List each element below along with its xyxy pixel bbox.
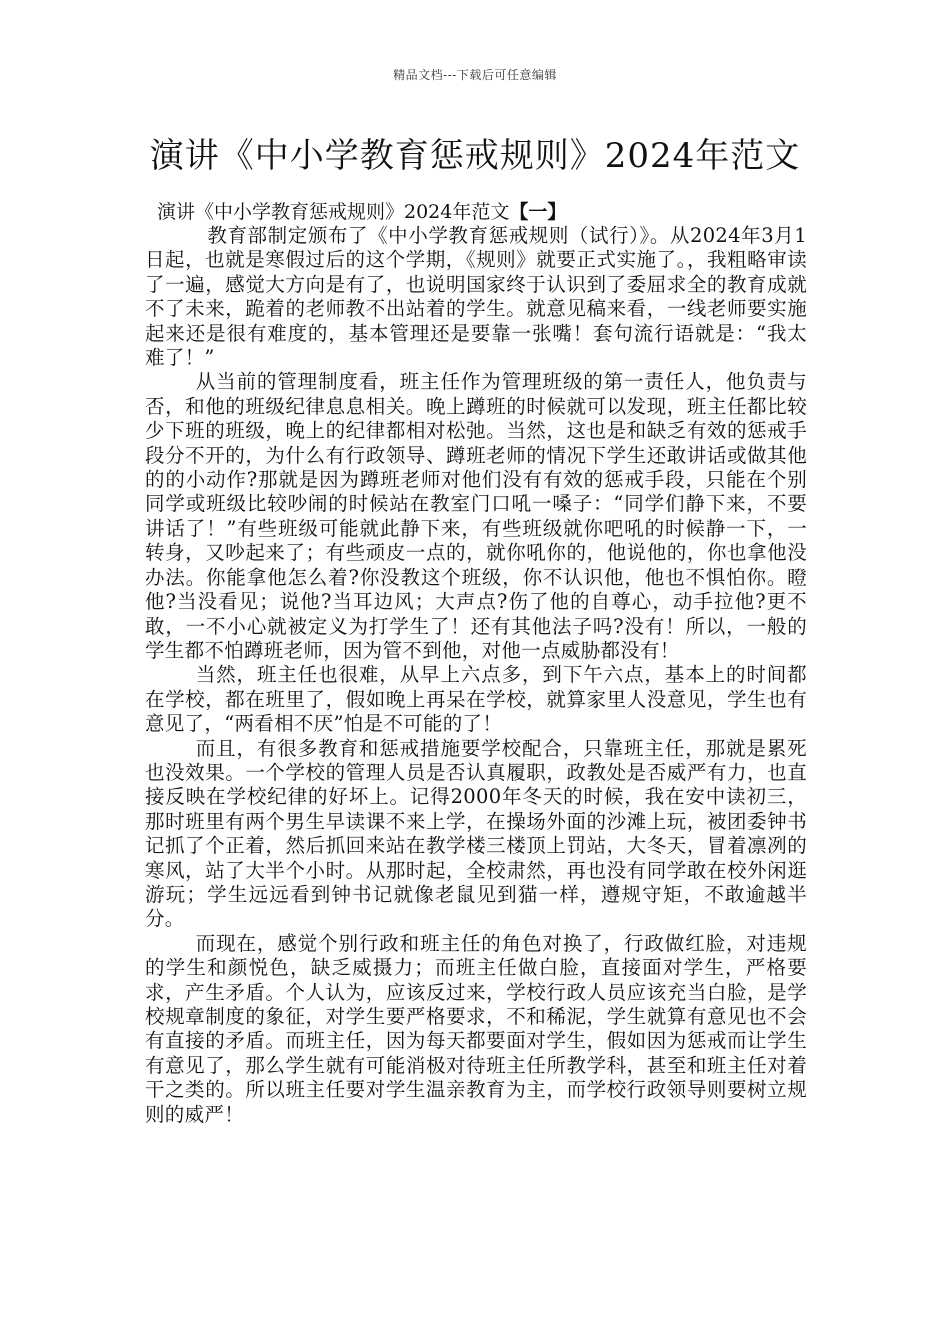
paragraph-2: 从当前的管理制度看，班主任作为管理班级的第一责任人，他负责与否，和他的班级纪律息息相关。晚上蹲班的时候就可以发现，班主任都比较少下班的班级，晚上的纪律都相对松弛。当然，这也是和缺乏有效的惩戒手段分不开的，为什么有行政领导、蹲班老师的情况下学生还敢讲话或做其他的的小动作?那就是因为蹲班老师对他们没有有效的惩戒手段，只能在个别同学或班级比较吵闹的时候站在教室门口吼一嗓子：“同学们静下来，不要讲话了！”有些班级可能就此静下来，有些班级就你吧吼的时候静一下，一转身，又吵起来了；有些顽皮一点的，就你吼你的，他说他的，你也拿他没办法。你能拿他怎么着?你没教这个班级，你不认识他，他也不惧怕你。瞪他?当没看见；说他?当耳边风；大声点?伤了他的自尊心，动手拉他?更不敢，一不小心就被定义为打学生了！还有其他法子吗?没有！所以，一般的学生都不怕蹲班老师，因为管不到他，对他一点威胁都没有！ bbox=[145, 370, 807, 662]
section-heading-text: 演讲《中小学教育惩戒规则》2024年范文 bbox=[157, 201, 510, 223]
paragraph-1: 教育部制定颁布了《中小学教育惩戒规则（试行）》。从2024年3月1日起，也就是寒假过后的这个学期，《规则》就要正式实施了。，我粗略审读了一遍，感觉大方向是有了，也说明国家终于认识到了委屈求全的教育成就不了未来，跪着的老师教不出站着的学生。就意见稿来看，一线老师要实施起来还是很有难度的，基本管理还是要靠一张嘴！套句流行语就是：“我太难了！” bbox=[145, 224, 807, 370]
page-header-watermark: 精品文档---下载后可任意编辑 bbox=[393, 68, 557, 82]
paragraph-4: 而且，有很多教育和惩戒措施要学校配合，只靠班主任，那就是累死也没效果。一个学校的管理人员是否认真履职，政教处是否威严有力，也直接反映在学校纪律的好坏上。记得2000年冬天的时候，我在安中读初三，那时班里有两个男生早读课不来上学，在操场外面的沙滩上玩，被团委钟书记抓了个正着，然后抓回来站在教学楼三楼顶上罚站，大冬天，冒着凛冽的寒风，站了大半个小时。从那时起，全校肃然，再也没有同学敢在校外闲逛游玩；学生远远看到钟书记就像老鼠见到猫一样，遵规守矩，不敢逾越半分。 bbox=[145, 736, 807, 931]
document-title: 演讲《中小学教育惩戒规则》2024年范文 bbox=[149, 136, 801, 176]
paragraph-5: 而现在，感觉个别行政和班主任的角色对换了，行政做红脸，对违规的学生和颜悦色，缺乏威摄力；而班主任做白脸，直接面对学生，严格要求，产生矛盾。个人认为，应该反过来，学校行政人员应该充当白脸，是学校规章制度的象征，对学生要严格要求，不和稀泥，学生就算有意见也不会有直接的矛盾。而班主任，因为每天都要面对学生，假如因为惩戒而让学生有意见了，那么学生就有可能消极对待班主任所教学科，甚至和班主任对着干之类的。所以班主任要对学生温亲教育为主，而学校行政领导则要树立规则的威严！ bbox=[145, 931, 807, 1126]
document-body bbox=[145, 200, 807, 1127]
section-heading bbox=[157, 200, 807, 224]
section-heading-mark: 【一】 bbox=[509, 201, 567, 223]
paragraph-3: 当然，班主任也很难，从早上六点多，到下午六点，基本上的时间都在学校，都在班里了，假如晚上再呆在学校，就算家里人没意见，学生也有意见了，“两看相不厌”怕是不可能的了！ bbox=[145, 663, 807, 736]
